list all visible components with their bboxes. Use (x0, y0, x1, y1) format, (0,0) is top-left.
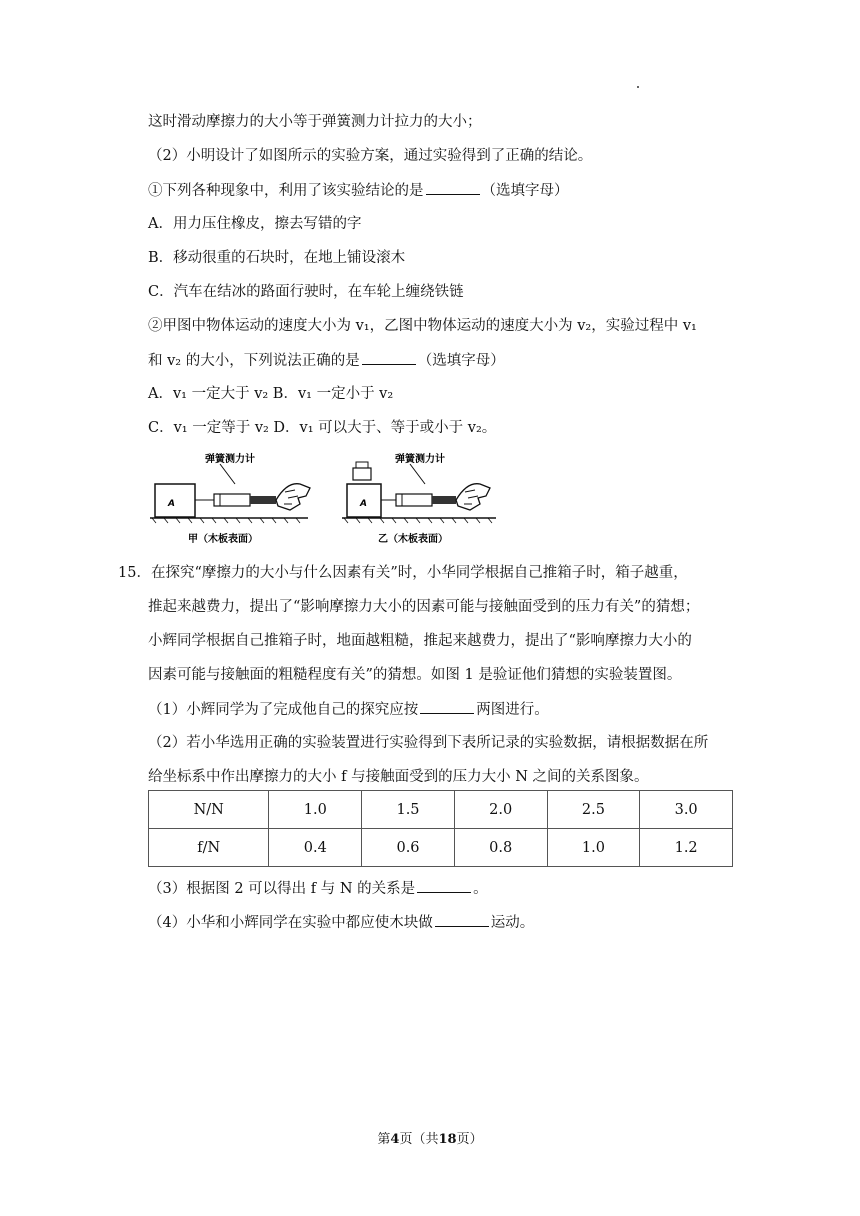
footer-suffix: 页） (456, 1132, 483, 1147)
question-1-hint: （选填字母） (481, 183, 569, 199)
table-cell: f/N (149, 829, 269, 867)
page-total: 18 (438, 1132, 457, 1147)
setup-right (342, 452, 496, 545)
question-2-line-2 (148, 350, 505, 371)
option-c: C．汽车在结冰的路面行驶时，在车轮上缠绕铁链 (148, 284, 464, 300)
meter-label-right: 弹簧测力计 (395, 454, 445, 465)
question-1-prompt (148, 180, 569, 201)
block-a-left: A (168, 499, 175, 509)
question-15-part-2-line-2: 给坐标系中作出摩擦力的大小 f 与接触面受到的压力大小 N 之间的关系图象。 (148, 769, 649, 785)
answer-blank[interactable] (362, 350, 416, 365)
caption-right: 乙（木板表面） (378, 534, 448, 545)
text-line-2: （2）小明设计了如图所示的实验方案，通过实验得到了正确的结论。 (148, 148, 593, 164)
table-cell: 1.0 (547, 829, 640, 867)
question-2-line-1: ②甲图中物体运动的速度大小为 v₁，乙图中物体运动的速度大小为 v₂，实验过程中 v₁ (148, 318, 697, 334)
page-footer (0, 1128, 860, 1147)
caption-left: 甲（木板表面） (188, 534, 258, 545)
footer-middle: 页（共 (399, 1132, 439, 1147)
answer-blank[interactable] (426, 180, 480, 195)
data-table (148, 790, 733, 867)
page-number: 4 (390, 1132, 400, 1147)
option-b: B．移动很重的石块时，在地上铺设滚木 (148, 250, 406, 266)
page-mark (637, 86, 639, 88)
setup-left (150, 452, 310, 545)
footer-prefix: 第 (377, 1132, 391, 1147)
table-cell: 1.0 (269, 791, 362, 829)
options-ab: A．v₁ 一定大于 v₂ B．v₁ 一定小于 v₂ (148, 386, 394, 402)
table-cell: 2.5 (547, 791, 640, 829)
table-row (149, 791, 733, 829)
table-cell: 3.0 (640, 791, 733, 829)
question-15-line-2: 推起来越费力，提出了“影响摩擦力大小的因素可能与接触面受到的压力有关”的猜想； (148, 599, 700, 615)
question-15-part-4 (148, 912, 534, 933)
question-15-part-1 (148, 699, 549, 720)
table-cell: N/N (149, 791, 269, 829)
meter-label-left: 弹簧测力计 (205, 454, 255, 465)
table-cell: 0.8 (454, 829, 547, 867)
part-3-suffix: 。 (473, 881, 488, 897)
question-15-part-3 (148, 878, 488, 899)
question-15-part-2-line-1: （2）若小华选用正确的实验装置进行实验得到下表所记录的实验数据，请根据数据在所 (148, 735, 709, 751)
question-15-line-3: 小辉同学根据自己推箱子时，地面越粗糙，推起来越费力，提出了“影响摩擦力大小的 (148, 633, 692, 649)
table-cell: 0.6 (362, 829, 455, 867)
part-3-text: （3）根据图 2 可以得出 f 与 N 的关系是 (148, 881, 416, 897)
question-1-text: ①下列各种现象中，利用了该实验结论的是 (148, 183, 424, 199)
table-cell: 0.4 (269, 829, 362, 867)
part-4-text: （4）小华和小辉同学在实验中都应使木块做 (148, 915, 433, 931)
answer-blank[interactable] (435, 912, 489, 927)
table-cell: 2.0 (454, 791, 547, 829)
answer-blank[interactable] (420, 699, 474, 714)
experiment-figure (150, 450, 500, 554)
question-2-text: 和 v₂ 的大小，下列说法正确的是 (148, 353, 360, 369)
table-cell: 1.2 (640, 829, 733, 867)
text-line-1: 这时滑动摩擦力的大小等于弹簧测力计拉力的大小； (148, 114, 482, 130)
block-a-right: A (360, 499, 367, 509)
table-cell: 1.5 (362, 791, 455, 829)
question-15-line-4: 因素可能与接触面的粗糙程度有关”的猜想。如图 1 是验证他们猜想的实验装置图。 (148, 667, 682, 683)
option-a: A．用力压住橡皮，擦去写错的字 (148, 216, 362, 232)
question-2-hint: （选填字母） (417, 353, 505, 369)
part-4-suffix: 运动。 (490, 915, 535, 931)
table-row (149, 829, 733, 867)
answer-blank[interactable] (417, 878, 471, 893)
part-1-suffix: 两图进行。 (476, 702, 549, 718)
question-15-line-1: 15．在探究“摩擦力的大小与什么因素有关”时，小华同学根据自己推箱子时，箱子越重， (118, 565, 688, 581)
options-cd: C．v₁ 一定等于 v₂ D．v₁ 可以大于、等于或小于 v₂。 (148, 420, 497, 436)
part-1-text: （1）小辉同学为了完成他自己的探究应按 (148, 702, 419, 718)
